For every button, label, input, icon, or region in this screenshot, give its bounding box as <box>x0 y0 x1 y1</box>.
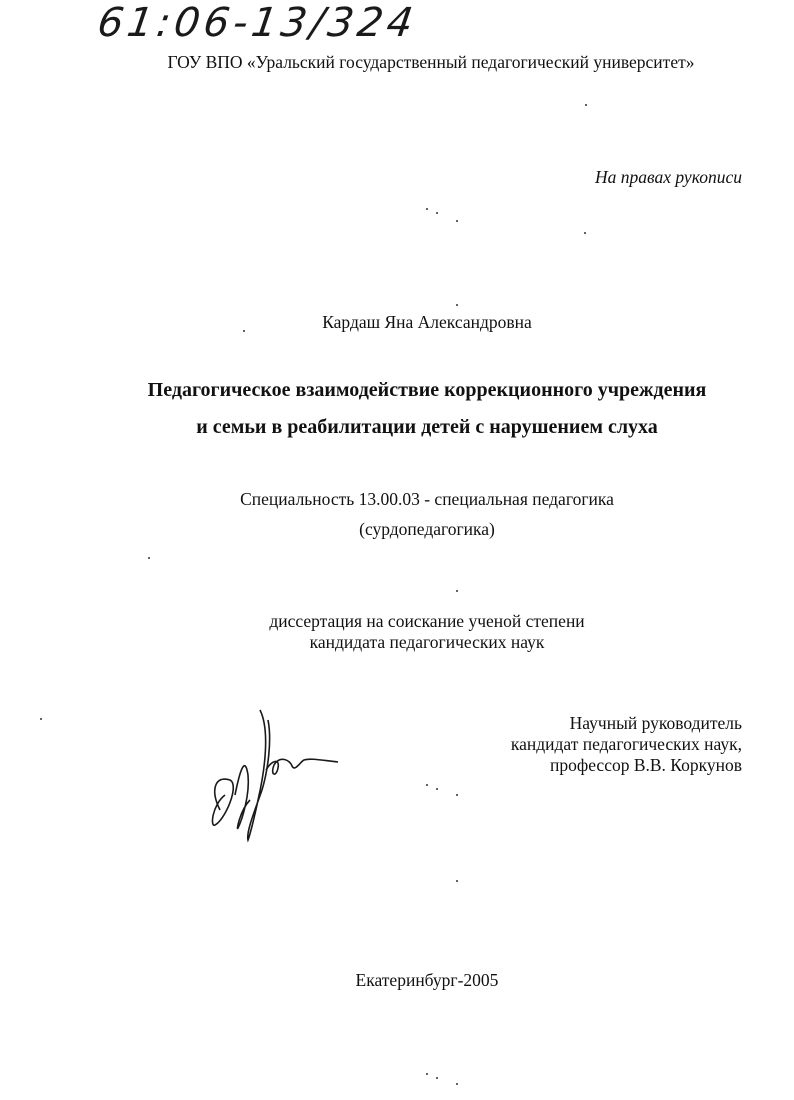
degree-line-1: диссертация на соискание ученой степени <box>269 611 585 631</box>
specialty-line-2: (сурдопедагогика) <box>359 519 495 539</box>
supervisor-line-2: кандидат педагогических наук, <box>510 734 742 754</box>
scan-speck <box>456 304 458 306</box>
scan-speck <box>456 590 458 592</box>
handwritten-signature <box>200 700 340 850</box>
scan-speck <box>456 794 458 796</box>
scan-speck <box>148 557 150 559</box>
scientific-supervisor <box>511 713 742 776</box>
scan-speck <box>436 212 438 214</box>
title-line-1: Педагогическое взаимодействие коррекционного учреждения <box>147 379 707 401</box>
dissertation-title <box>60 372 794 446</box>
scan-speck <box>243 330 245 332</box>
supervisor-line-3: профессор В.В. Коркунов <box>550 755 742 775</box>
scan-speck <box>584 232 586 234</box>
scan-speck <box>40 718 42 720</box>
manuscript-rights-note: На правах рукописи <box>595 167 742 187</box>
scan-speck <box>436 1077 438 1079</box>
supervisor-line-1: Научный руководитель <box>569 713 742 733</box>
title-line-2: и семьи в реабилитации детей с нарушением слуха <box>196 416 658 438</box>
scan-speck <box>426 208 428 210</box>
city-and-year: Екатеринбург-2005 <box>355 970 499 990</box>
scan-speck <box>426 784 428 786</box>
scan-speck <box>426 1073 428 1075</box>
degree-block <box>60 611 794 653</box>
scan-speck <box>456 880 458 882</box>
scan-speck <box>456 1083 458 1085</box>
scan-speck <box>436 788 438 790</box>
handwritten-archive-number: 61:06-13/324 <box>94 0 420 46</box>
scan-speck <box>585 104 587 106</box>
scan-speck <box>456 220 458 222</box>
institution-name: ГОУ ВПО «Уральский государственный педагогический университет» <box>167 52 695 72</box>
author-name: Кардаш Яна Александровна <box>322 312 532 332</box>
specialty-block <box>60 484 794 544</box>
degree-line-2: кандидата педагогических наук <box>309 632 545 652</box>
specialty-line-1: Специальность 13.00.03 - специальная педагогика <box>240 489 614 509</box>
